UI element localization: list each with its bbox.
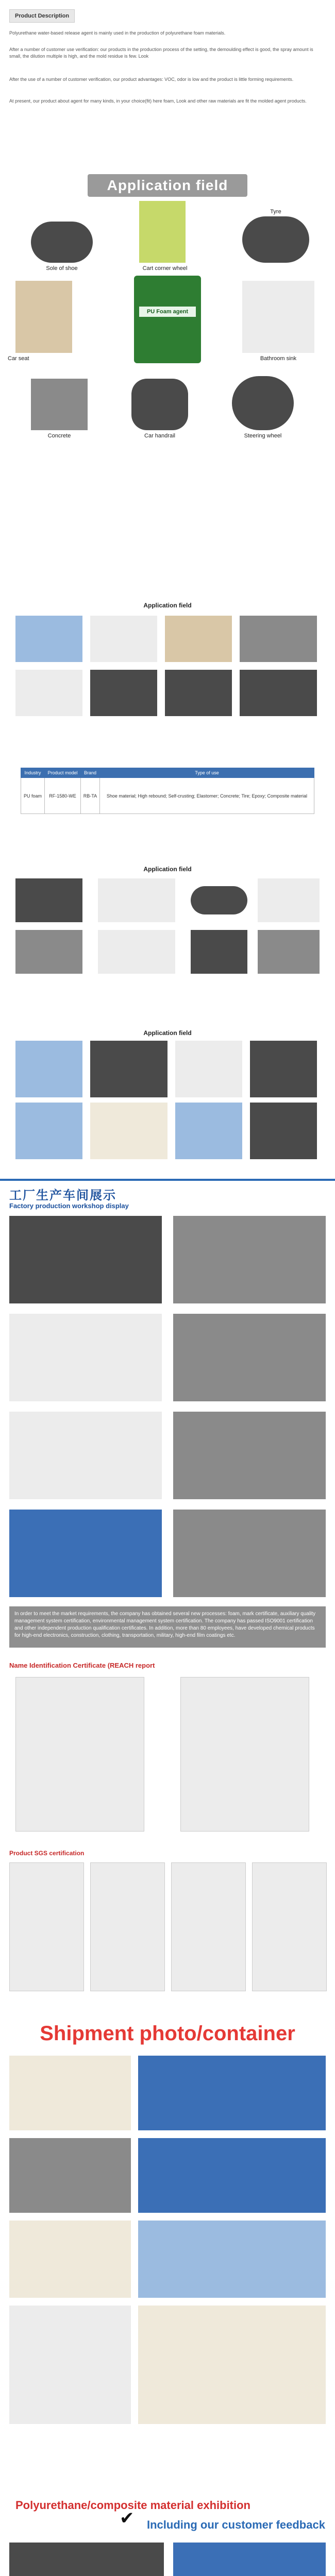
table-header-brand: Brand [81, 768, 100, 778]
bathroom-label: Bathroom sink [260, 355, 297, 362]
app-photo-18 [250, 1041, 317, 1097]
exhibition-photo-2 [173, 2543, 326, 2576]
cell-brand: RB-TA [81, 778, 100, 814]
cell-industry: PU foam [21, 778, 45, 814]
shipment-photo-7 [9, 2306, 131, 2424]
factory-cn-title: 工厂生产车间展示 [9, 1189, 116, 1202]
shipment-photo-5 [9, 2221, 131, 2298]
sgs-certificate-image-1 [9, 1862, 84, 1991]
factory-photo-3 [9, 1314, 162, 1401]
application-field-title-1: Application field [143, 602, 192, 609]
cart-label: Cart corner wheel [142, 265, 188, 272]
app-photo-14 [258, 930, 320, 974]
app-photo-saddle [191, 886, 247, 914]
application-field-title-2: Application field [143, 866, 192, 873]
shipment-title: Shipment photo/container [40, 2022, 295, 2045]
app-photo-10 [258, 878, 320, 922]
sgs-certificate-image-4 [252, 1862, 327, 1991]
product-description-tab[interactable]: Product Description [9, 9, 75, 23]
table-header-model: Product model [44, 768, 80, 778]
shipment-photo-1 [9, 2056, 131, 2130]
sgs-certificate-title: Product SGS certification [9, 1850, 85, 1857]
shoe-sole-image [31, 222, 93, 263]
shipment-photo-4 [138, 2138, 326, 2213]
factory-photo-6 [173, 1412, 326, 1499]
cart-wheel-image [139, 201, 186, 263]
shipment-photo-8 [138, 2306, 326, 2424]
app-photo-7 [165, 670, 232, 716]
factory-photo-7 [9, 1510, 162, 1597]
application-field-title-3: Application field [143, 1029, 192, 1037]
tyre-label: Tyre [270, 209, 281, 215]
factory-photo-5 [9, 1412, 162, 1499]
app-photo-8 [240, 670, 317, 716]
shipment-photo-3 [9, 2138, 131, 2213]
app-photo-12 [98, 930, 175, 974]
app-photo-1 [15, 616, 82, 662]
car-seat-image [15, 281, 72, 353]
app-photo-4 [240, 616, 317, 662]
cell-model: RF-1580-WE [44, 778, 80, 814]
app-photo-3 [165, 616, 232, 662]
application-field-banner: Application field [88, 174, 247, 197]
intro-paragraph-4: At present, our product about agent for many kinds, in your choice(fit) here foam, Look and other raw materials are fit the molded agent products. [9, 98, 307, 104]
app-photo-11 [15, 930, 82, 974]
reach-certificate-title: Name Identification Certificate (REACH report [9, 1662, 155, 1669]
product-spec-table [21, 768, 314, 814]
app-photo-2 [90, 616, 157, 662]
factory-photo-8 [173, 1510, 326, 1597]
app-photo-20 [90, 1103, 167, 1159]
drum-label: PU Foam agent [139, 307, 196, 317]
sgs-certificate-image-3 [171, 1862, 246, 1991]
exhibition-subtitle: Including our customer feedback [147, 2518, 325, 2531]
table-header-use: Type of use [99, 768, 314, 778]
steering-wheel-image [232, 376, 294, 430]
intro-paragraph-1: Polyurethane water-based release agent is mainly used in the production of polyurethane foam materials. [9, 30, 226, 36]
table-header-industry: Industry [21, 768, 45, 778]
sole-label: Sole of shoe [46, 265, 78, 272]
factory-photo-1 [9, 1216, 162, 1303]
factory-en-title: Factory production workshop display [9, 1202, 129, 1210]
shipment-photo-6 [138, 2221, 326, 2298]
section-divider [0, 1179, 335, 1181]
shipment-photo-2 [138, 2056, 326, 2130]
app-photo-5 [15, 670, 82, 716]
app-photo-17 [175, 1041, 242, 1097]
factory-description: In order to meet the market requirements, the company has obtained several new processes: foam, mark certificate, auxiliary quality management system certification, environmental management system certification. The company has passed ISO9001 certification and other independent production qualification certificates. In addition, more than 80 employees, have developed chemical products for high-end electronics, construction, clothing, transportation, military, high-end film coatings etc. [9, 1606, 326, 1648]
app-photo-16 [90, 1041, 167, 1097]
intro-paragraph-2: After a number of customer use verification: our products in the production process of the setting, the demoulding effect is good, the spray amount is small, the dilution multiple is high, and the mold residue is few. Look [9, 47, 313, 59]
factory-photo-4 [173, 1314, 326, 1401]
steering-label: Steering wheel [244, 433, 282, 439]
app-photo-22 [250, 1103, 317, 1159]
app-photo-bicycle [98, 878, 175, 922]
app-photo-6 [90, 670, 157, 716]
app-photo-19 [15, 1103, 82, 1159]
exhibition-title: Polyurethane/composite material exhibition [15, 2499, 250, 2512]
reach-certificate-image-1 [15, 1677, 144, 1832]
concrete-image [31, 379, 88, 430]
cell-use: Shoe material; High rebound; Self-crusting; Elastomer; Concrete; Tire; Epoxy; Composite material [99, 778, 314, 814]
exhibition-photo-1 [9, 2543, 164, 2576]
handrail-label: Car handrail [144, 433, 175, 439]
bathroom-sink-image [242, 281, 314, 353]
sgs-certificate-image-2 [90, 1862, 165, 1991]
concrete-label: Concrete [47, 433, 71, 439]
checkmark-icon: ✔ [120, 2509, 135, 2528]
app-photo-13 [191, 930, 247, 974]
factory-photo-2 [173, 1216, 326, 1303]
intro-paragraph-3: After the use of a number of customer verification, our product advantages: VOC, odor is low and the product is little forming requirements. [9, 77, 294, 82]
car-seat-label: Car seat [8, 355, 29, 362]
reach-certificate-image-2 [180, 1677, 309, 1832]
app-photo-9 [15, 878, 82, 922]
table-row [21, 778, 314, 814]
release-agent-drum-image [134, 276, 201, 363]
app-photo-21 [175, 1103, 242, 1159]
tyre-image [242, 216, 309, 263]
app-photo-15 [15, 1041, 82, 1097]
car-handrail-image [131, 379, 188, 430]
